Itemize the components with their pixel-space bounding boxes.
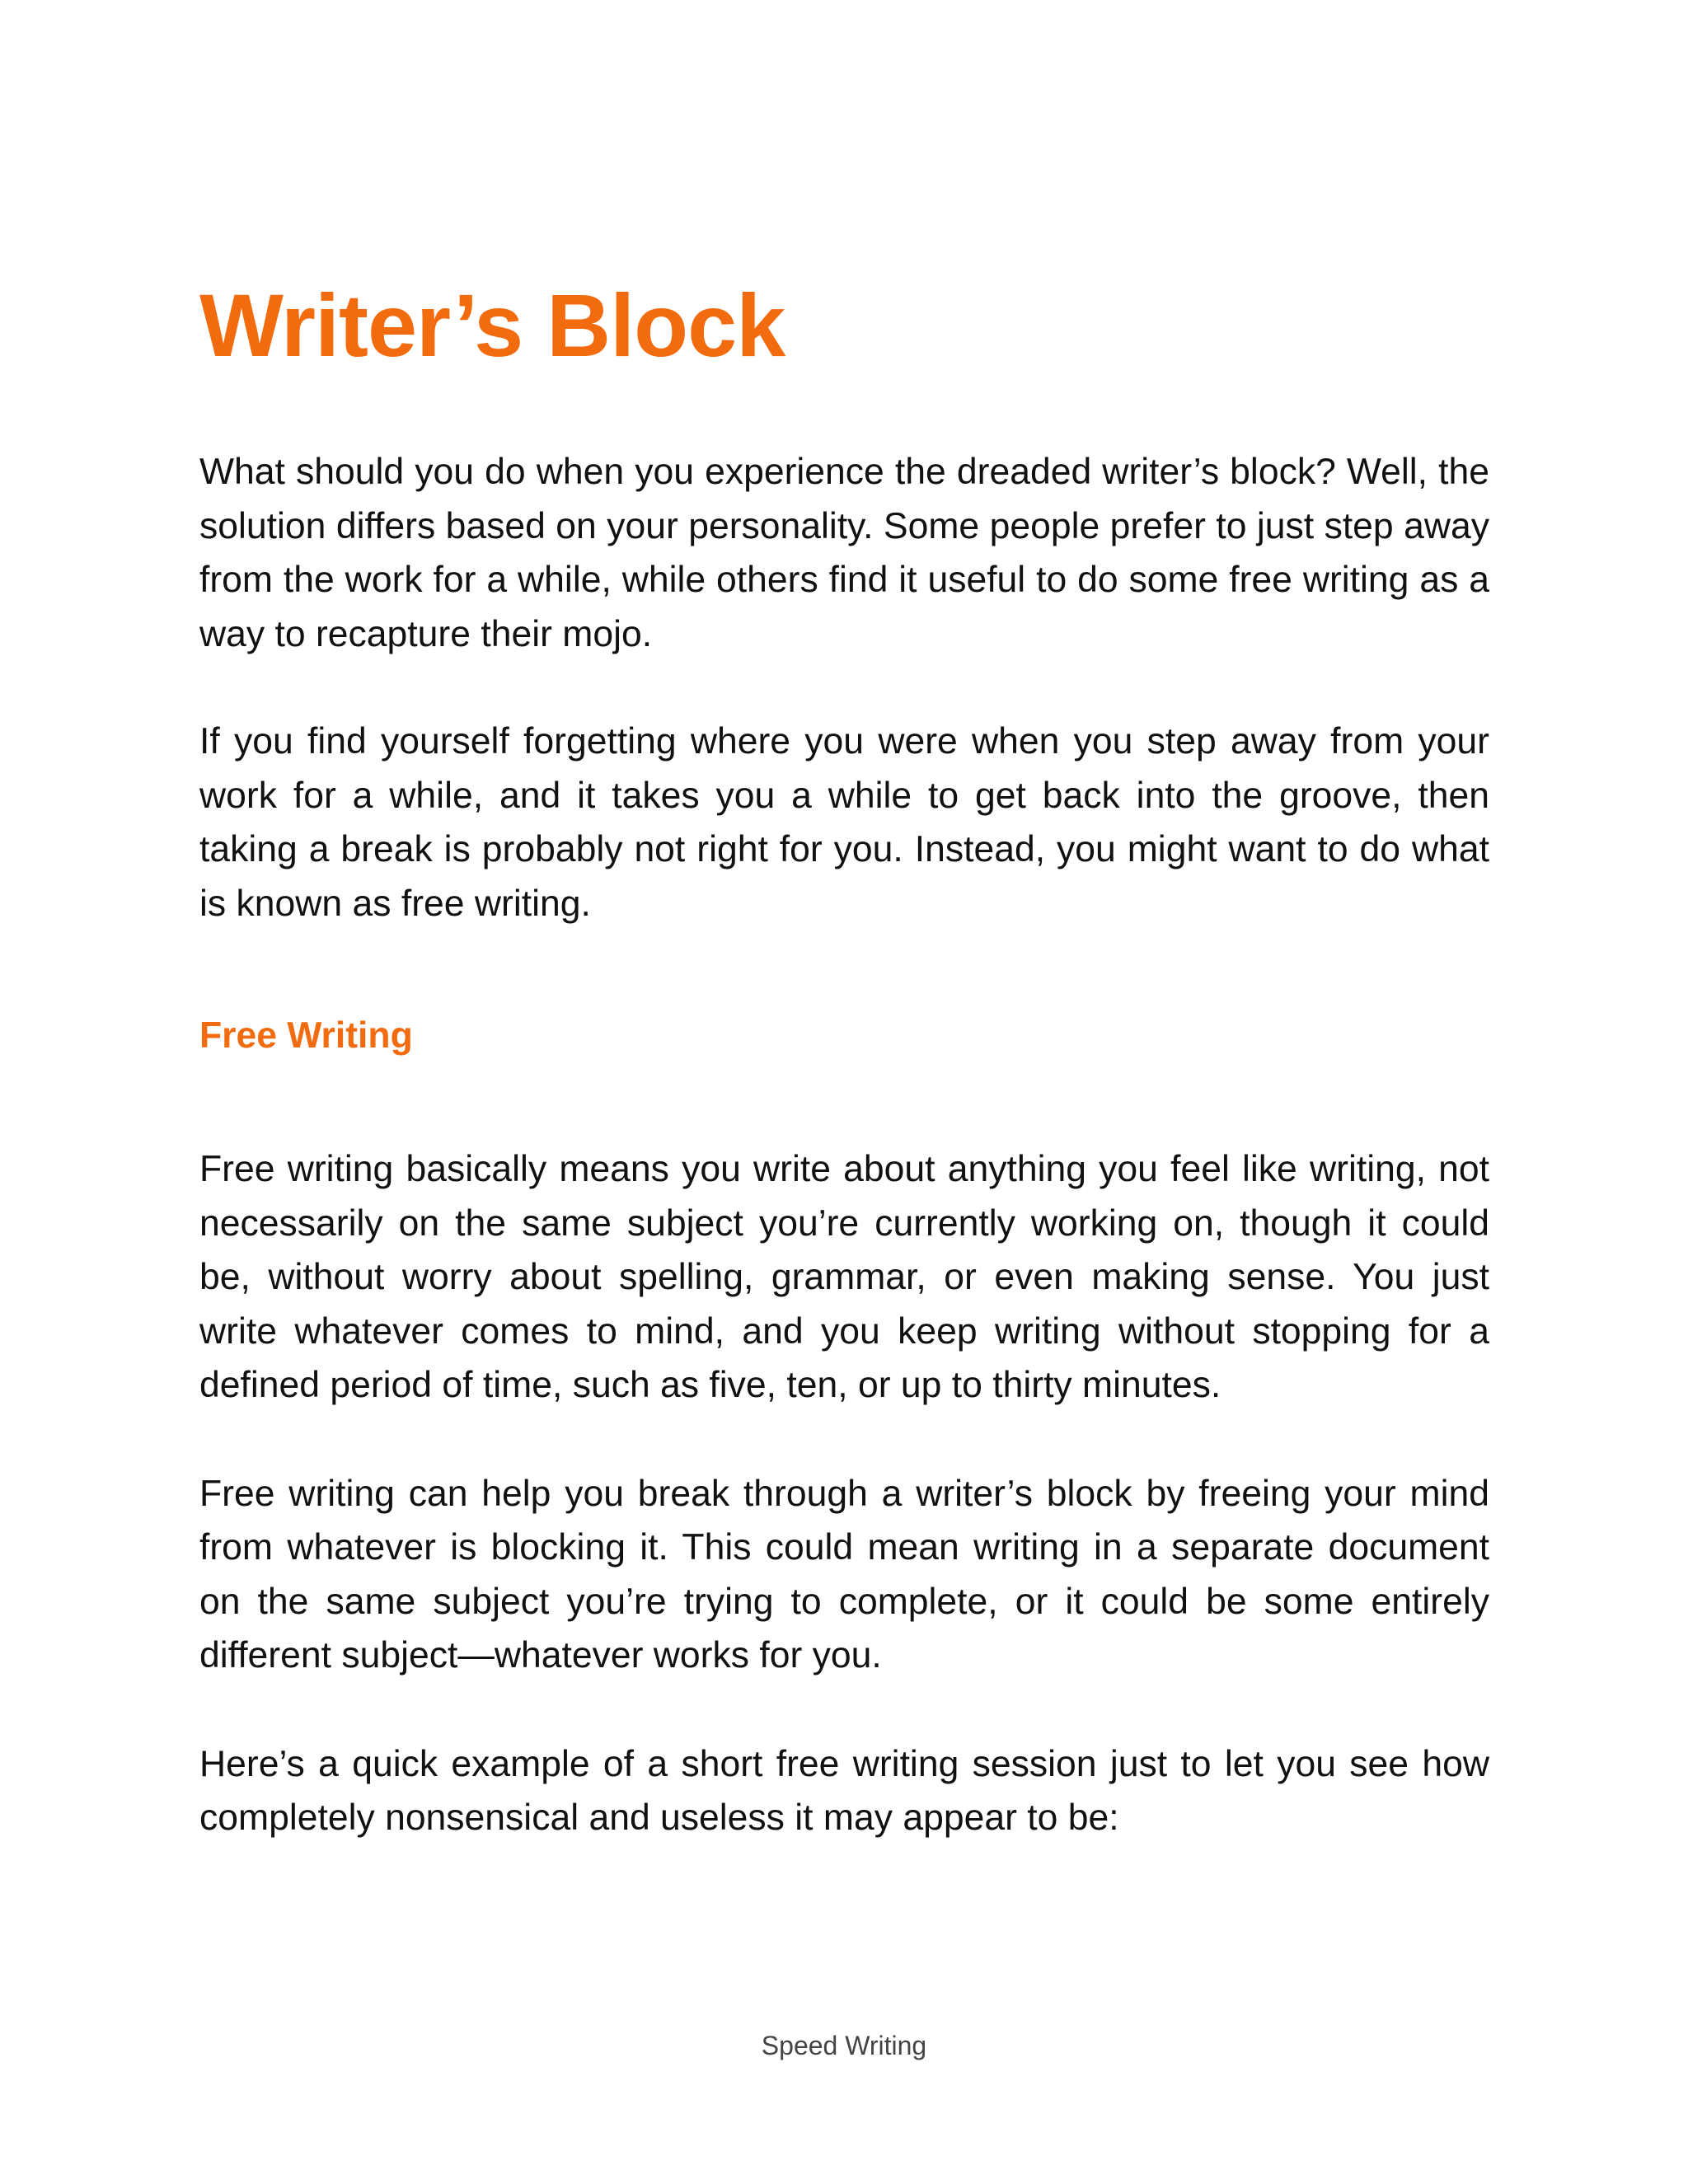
intro-paragraph-2: If you find yourself forgetting where you were when you step away from your work for a while, and it takes you a while to get back into the groove, then taking a break is probably not right for you. Instead, you might want to do what is known as free writing. (199, 721, 1489, 924)
section-paragraph-3: Here’s a quick example of a short free writing session just to let you see how completely nonsensical and useless it may appear to be: (199, 1743, 1489, 1838)
page-footer: Speed Writing (761, 2031, 927, 2060)
section-heading-free-writing: Free Writing (199, 1015, 413, 1056)
section-paragraph-2: Free writing can help you break through a writer’s block by freeing your mind from whatever is blocking it. This could mean writing in a separate document on the same subject you’re trying to complete, or it could be some entirely different subject—whatever works for you. (199, 1473, 1489, 1675)
intro-paragraph-1: What should you do when you experience the dreaded writer’s block? Well, the solution differs based on your personality. Some people prefer to just step away from the work for a while, while others find it useful to do some free writing as a way to recapture their mojo. (199, 452, 1489, 654)
section-paragraph-1: Free writing basically means you write about anything you feel like writing, not necessarily on the same subject you’re currently working on, though it could be, without worry about spelling, grammar, or even making sense. You just write whatever comes to mind, and you keep writing without stopping for a defined period of time, such as five, ten, or up to thirty minutes. (199, 1149, 1489, 1405)
page-title: Writer’s Block (199, 275, 785, 375)
page-content (199, 272, 1489, 1845)
